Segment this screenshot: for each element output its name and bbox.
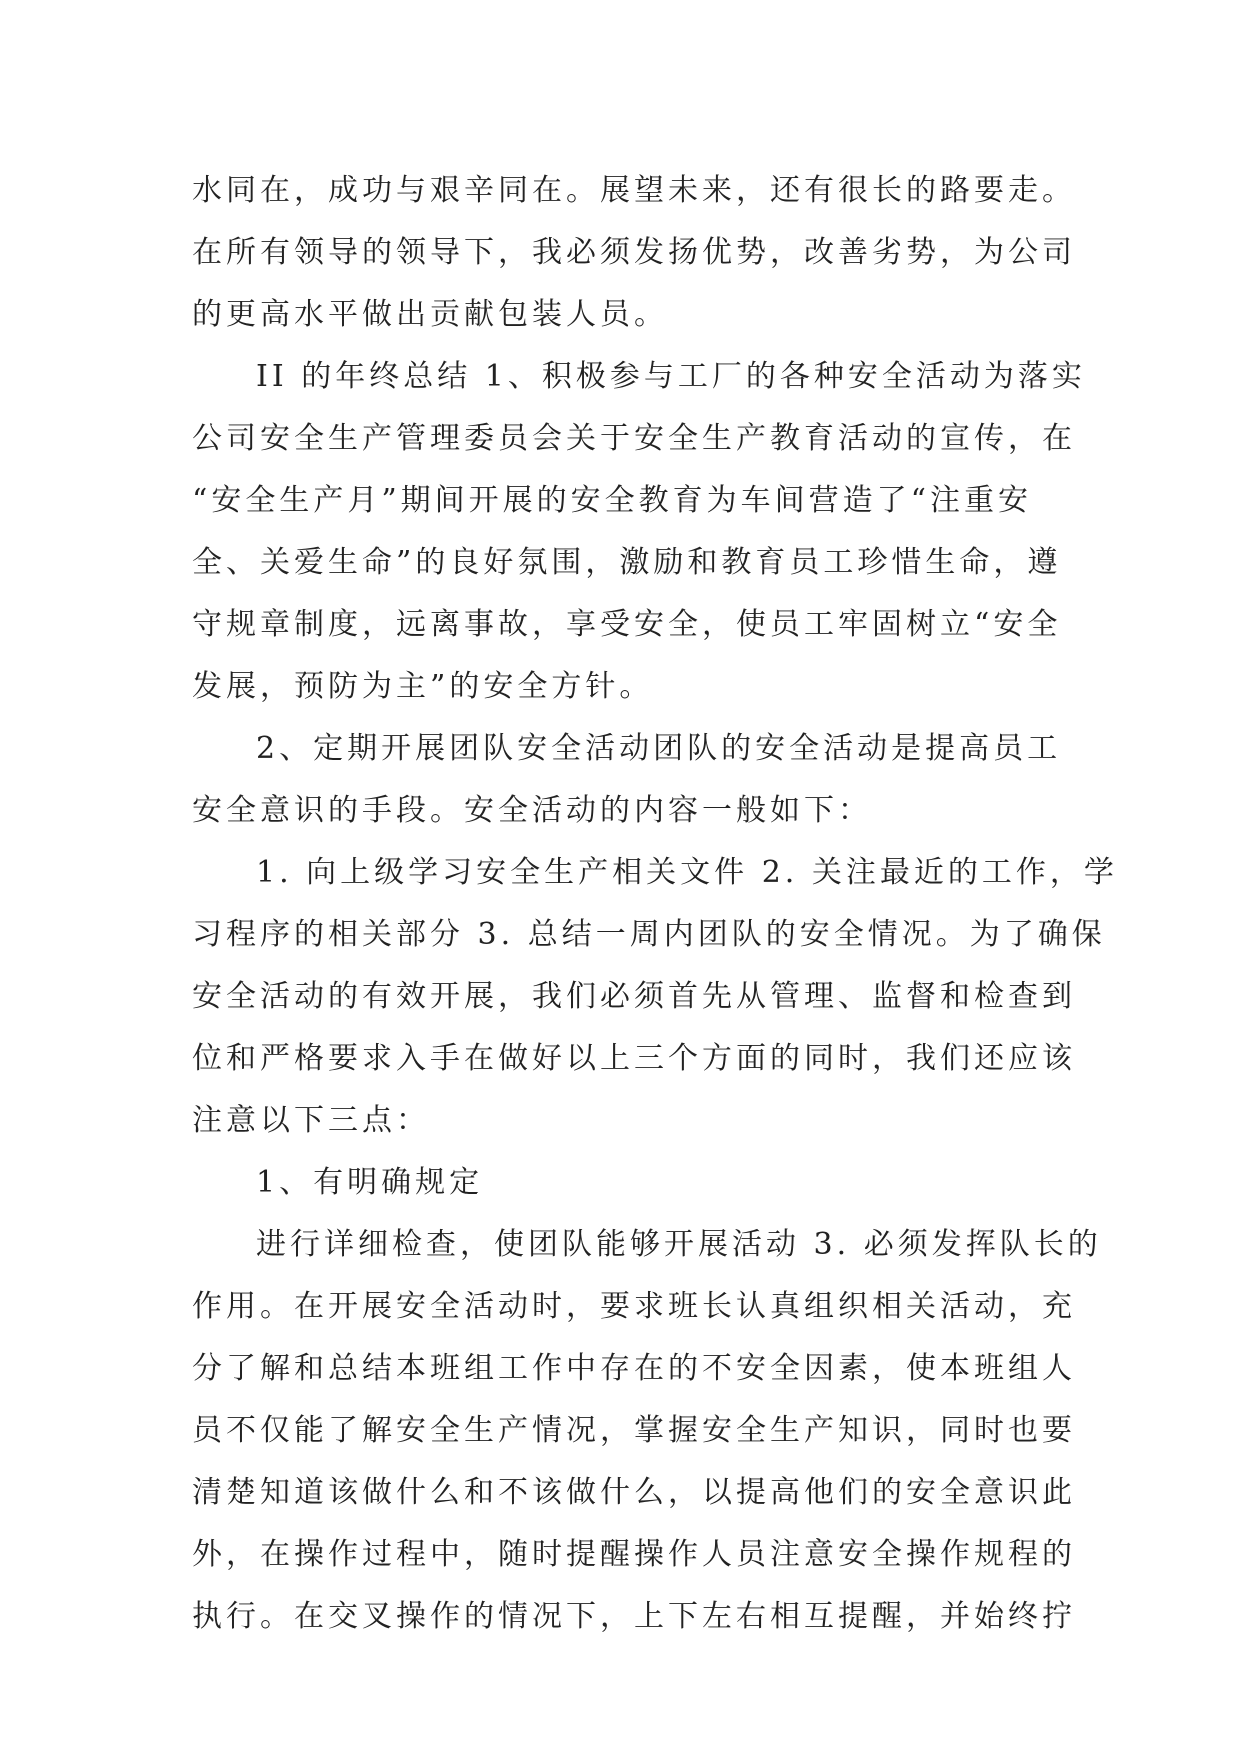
text-line: 水同在，成功与艰辛同在。展望未来，还有很长的路要走。 xyxy=(192,173,1076,208)
text-line: 员不仅能了解安全生产情况，掌握安全生产知识，同时也要 xyxy=(192,1413,1076,1448)
text-line: 习程序的相关部分 3. 总结一周内团队的安全情况。为了确保 xyxy=(192,917,1106,952)
text-line: 外，在操作过程中，随时提醒操作人员注意安全操作规程的 xyxy=(192,1537,1076,1572)
paragraph-start-line: 1. 向上级学习安全生产相关文件 2. 关注最近的工作，学 xyxy=(256,855,1118,890)
text-line: 作用。在开展安全活动时，要求班长认真组织相关活动，充 xyxy=(192,1289,1076,1324)
text-line: 在所有领导的领导下，我必须发扬优势，改善劣势，为公司 xyxy=(192,235,1076,270)
text-line: 分了解和总结本班组工作中存在的不安全因素，使本班组人 xyxy=(192,1351,1076,1386)
paragraph-start-line: 2、定期开展团队安全活动团队的安全活动是提高员工 xyxy=(256,731,1062,766)
text-line: 清楚知道该做什么和不该做什么，以提高他们的安全意识此 xyxy=(192,1475,1076,1510)
text-line: 发展，预防为主”的安全方针。 xyxy=(192,669,654,704)
text-line: 安全活动的有效开展，我们必须首先从管理、监督和检查到 xyxy=(192,979,1076,1014)
text-line: 全、关爱生命”的良好氛围，激励和教育员工珍惜生命，遵 xyxy=(192,545,1062,580)
text-line: 安全意识的手段。安全活动的内容一般如下： xyxy=(192,793,872,828)
text-line: 的更高水平做出贡献包装人员。 xyxy=(192,297,668,332)
text-line: “安全生产月”期间开展的安全教育为车间营造了“注重安 xyxy=(192,483,1033,518)
text-line: 守规章制度，远离事故，享受安全，使员工牢固树立“安全 xyxy=(192,607,1062,642)
text-line: 注意以下三点： xyxy=(192,1103,430,1138)
text-line: 位和严格要求入手在做好以上三个方面的同时，我们还应该 xyxy=(192,1041,1076,1076)
document-body xyxy=(192,160,1118,1648)
text-line: 执行。在交叉操作的情况下，上下左右相互提醒，并始终拧 xyxy=(192,1599,1076,1634)
paragraph-start-line: 1、有明确规定 xyxy=(256,1165,484,1200)
paragraph-start-line: 进行详细检查，使团队能够开展活动 3. 必须发挥队长的 xyxy=(256,1227,1102,1262)
paragraph-start-line: II 的年终总结 1、积极参与工厂的各种安全活动为落实 xyxy=(256,359,1086,394)
text-line: 公司安全生产管理委员会关于安全生产教育活动的宣传，在 xyxy=(192,421,1076,456)
